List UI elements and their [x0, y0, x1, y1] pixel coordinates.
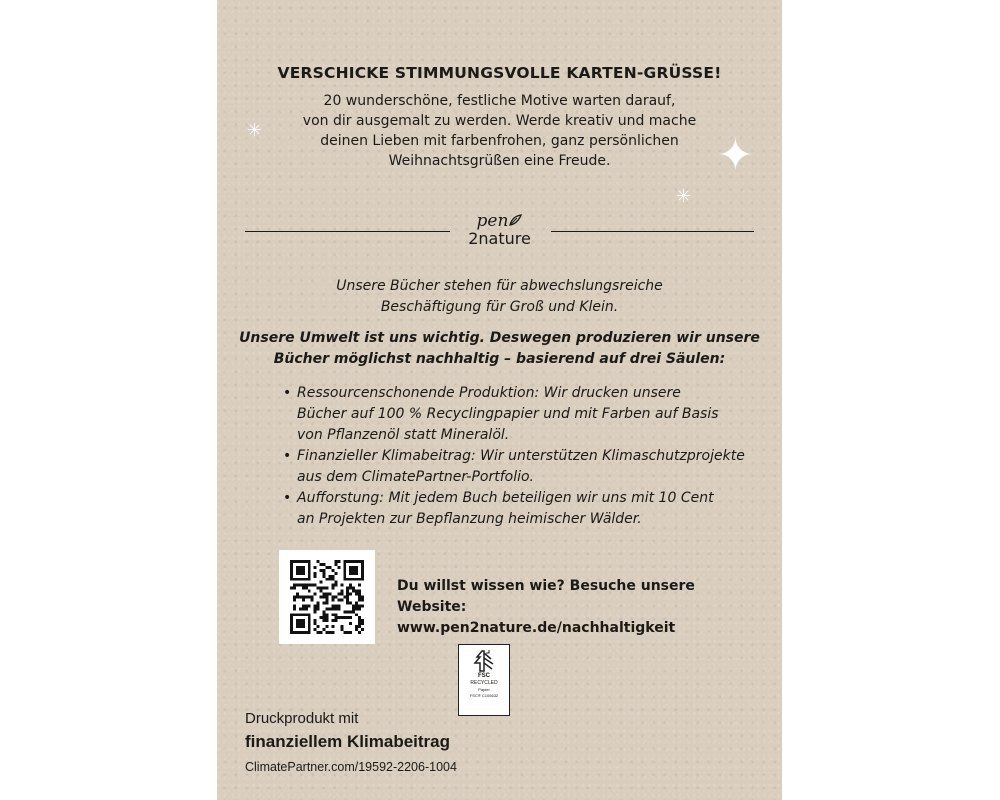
sparkle-icon: ✳: [676, 186, 692, 207]
intro-line: deinen Lieben mit farbenfrohen, ganz persönlichen: [320, 133, 679, 149]
intro-text: [217, 91, 782, 171]
qr-code[interactable]: [279, 550, 375, 644]
headline: VERSCHICKE STIMMUNGSVOLLE KARTEN-GRÜSSE!: [277, 64, 722, 82]
list-item: • Finanzieller Klimabeitrag: Wir unterstützen Klimaschutzprojekte aus dem ClimatePartner-Portfolio.: [283, 446, 753, 488]
website-url[interactable]: www.pen2nature.de/nachhaltigkeit: [397, 620, 676, 636]
fsc-tree-icon: [471, 649, 497, 673]
logo-line: pen: [476, 211, 509, 231]
logo-line: 2nature: [468, 229, 531, 248]
environment-line: Unsere Umwelt ist uns wichtig. Deswegen produzieren wir unsere: [239, 330, 760, 346]
sparkle-icon: ✦: [717, 130, 754, 181]
fsc-code: FSC® C105632: [469, 693, 499, 698]
fsc-label: RECYCLED: [470, 680, 498, 686]
environment-line: Bücher möglichst nachhaltig – basierend auf drei Säulen:: [273, 351, 726, 367]
about-text: [217, 276, 782, 318]
sparkle-icon: ✳: [247, 120, 263, 141]
fsc-recycled-label: [458, 644, 510, 716]
about-line: Unsere Bücher stehen für abwechslungsreiche: [336, 278, 663, 294]
environment-text: [217, 328, 782, 370]
about-line: Beschäftigung für Groß und Klein.: [380, 299, 619, 315]
list-item: • Ressourcenschonende Produktion: Wir drucken unsere Bücher auf 100 % Recyclingpapier und mit Farben auf Basis von Pflanzenöl statt Mineralöl.: [283, 383, 753, 446]
climate-label-bold: finanziellem Klimabeitrag: [245, 732, 450, 751]
climate-label: Druckprodukt mit: [245, 710, 359, 727]
qr-code-icon: [290, 560, 364, 634]
intro-line: von dir ausgemalt zu werden. Werde kreativ und mache: [302, 113, 697, 129]
fsc-brand: FSC: [478, 673, 490, 679]
intro-line: Weihnachtsgrüßen eine Freude.: [388, 153, 611, 169]
intro-line: 20 wunderschöne, festliche Motive warten darauf,: [323, 93, 676, 109]
website-info: [397, 576, 767, 639]
website-prompt: Du willst wissen wie? Besuche unsere Website:: [397, 578, 695, 615]
list-item: • Aufforstung: Mit jedem Buch beteiligen wir uns mit 10 Cent an Projekten zur Bepflanzung heimischer Wälder.: [283, 488, 753, 530]
leaf-icon: [508, 214, 522, 226]
pen2nature-logo: [217, 212, 782, 248]
book-back-cover: [217, 0, 782, 800]
pillars-list: [283, 383, 753, 530]
climate-url[interactable]: ClimatePartner.com/19592-2206-1004: [245, 760, 457, 774]
fsc-material: Papier: [478, 687, 490, 692]
